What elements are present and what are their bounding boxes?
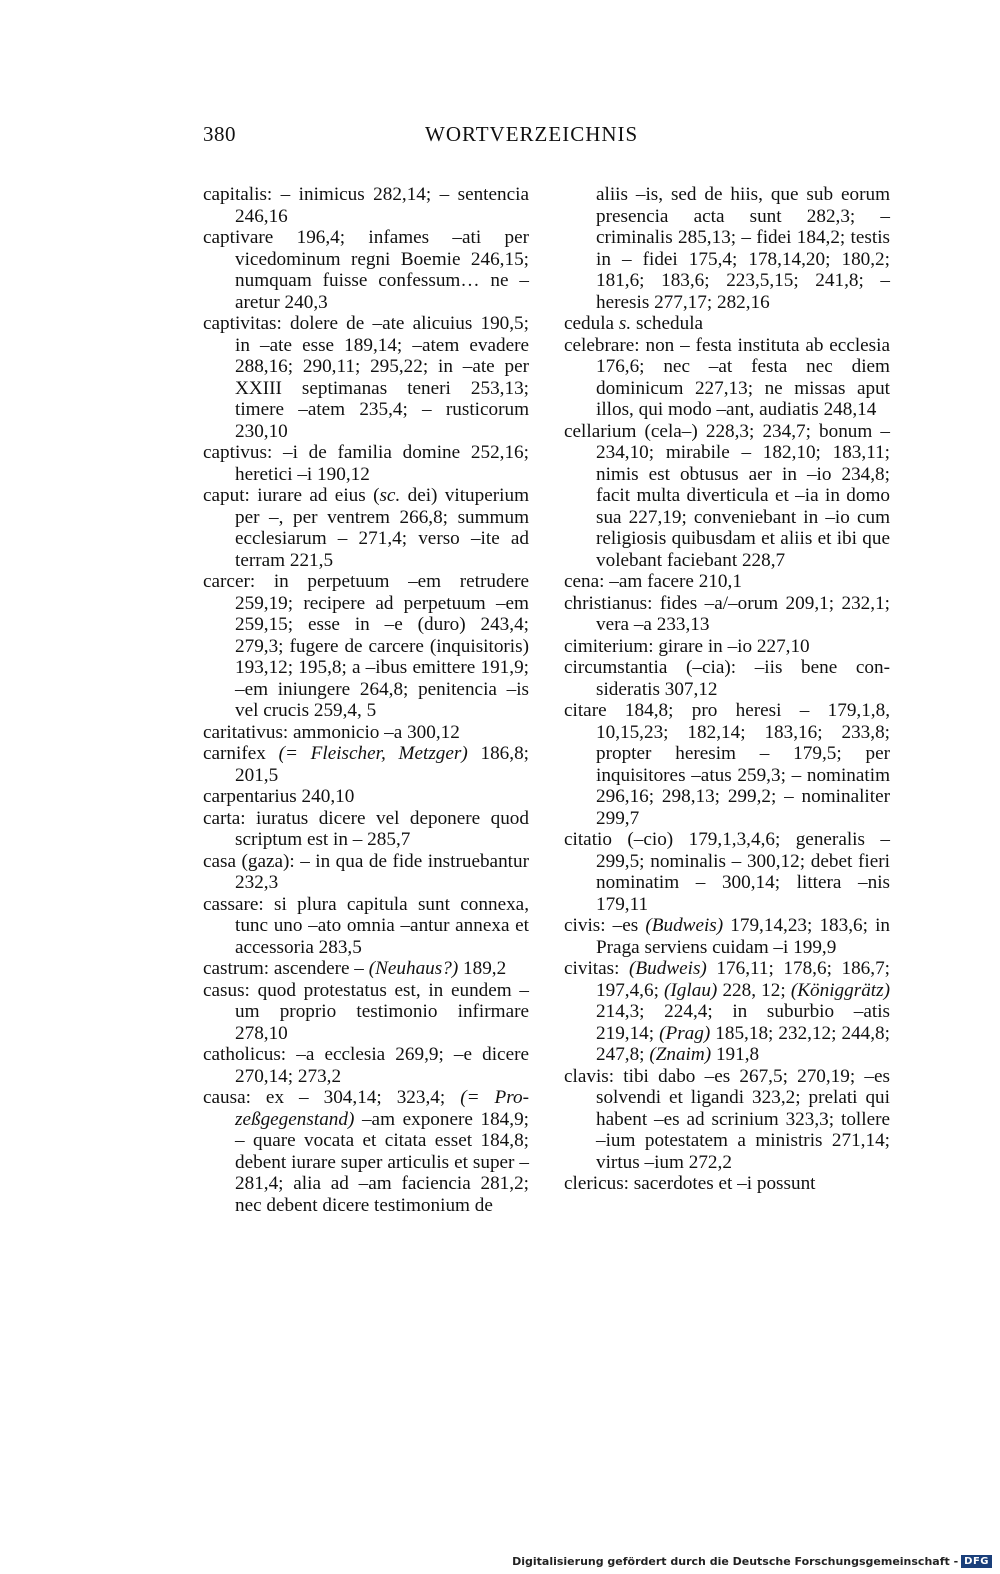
index-entry: caput: iurare ad eius (sc. dei) vituperium per –, per ventrem 266,8; summum ecclesiarum – 271,4; verso –ite ad terram 221,5 <box>203 485 529 571</box>
index-entry: cassare: si plura capitula sunt connexa, tunc uno –ato omnia –antur annexa et accessoria 283,5 <box>203 893 529 958</box>
index-entry: citare 184,8; pro heresi – 179,1,8, 10,15,23; 182,14; 183,16; 233,8; propter heresim – 179,5; per inquisitores –atus 259,3; – nominatim 296,16; 298,13; 299,2; – nominaliter 299,7 <box>564 700 890 829</box>
index-entry: cimiterium: girare in –io 227,10 <box>564 635 810 657</box>
index-entry: civitas: (Budweis) 176,11; 178,6; 186,7; 197,4,6; (Iglau) 228, 12; (Königgrätz) 214,3; 224,4; in suburbio –atis 219,14; (Prag) 185,18; 232,12; 244,8; 247,8; (Znaim) 191,8 <box>564 958 890 1065</box>
index-entry: cena: –am facere 210,1 <box>564 571 742 592</box>
index-entry: clericus: sacerdotes et –i possunt <box>564 1173 816 1194</box>
index-entry: celebrare: non – festa instituta ab ecclesia 176,6; nec –at festa nec diem dominicum 227,13; ne missas aput illos, qui modo –ant, audiatis 248,14 <box>564 334 890 420</box>
index-entry: carnifex (= Fleischer, Metzger) 186,8; 201,5 <box>203 743 529 786</box>
index-column-left <box>203 184 529 1216</box>
credit-text: Digitalisierung gefördert durch die Deutsche Forschungsgemeinschaft - <box>512 1555 959 1568</box>
index-entry: causa: ex – 304,14; 323,4; (= Prozeßgegenstand) –am exponere 184,9; – quare vocata et citata esset 184,8; debent iurare super articulis et super – 281,4; alia ad –am faciencia 281,2; nec debent dicere testimonium de <box>203 1087 530 1216</box>
index-entry: catholicus: –a ecclesia 269,9; –e dicere 270,14; 273,2 <box>203 1044 529 1087</box>
index-entry: cedula s. schedula <box>564 313 704 334</box>
page-number: 380 <box>203 122 236 146</box>
index-entry: clavis: tibi dabo –es 267,5; 270,19; –es solvendi et ligandi 323,2; prelati qui habent –es ad scrinium 323,3; tollere –ium potestatem a ministris 271,14; virtus –ium 272,2 <box>564 1065 890 1173</box>
running-title: WORTVERZEICHNIS <box>425 122 639 146</box>
index-entry: casa (gaza): – in qua de fide instruebantur 232,3 <box>203 850 529 893</box>
index-entry: circumstantia (–cia): –iis bene consideratis 307,12 <box>564 657 890 700</box>
index-entry: carpentarius 240,10 <box>203 786 355 807</box>
index-entry: carcer: in perpetuum –em retrudere 259,19; recipere ad perpetuum –em 259,15; esse in –e (duro) 243,4; 279,3; fugere de carcere (inquisitoris) 193,12; 195,8; a –ibus emittere 191,9; –em iniungere 264,8; penitencia –is vel crucis 259,4, 5 <box>203 571 529 721</box>
index-entry: captivare 196,4; infames –ati per vicedominum regni Boemie 246,15; numquam fuisse confessum… ne –aretur 240,3 <box>203 227 529 313</box>
index-entry: capitalis: – inimicus 282,14; – sentencia 246,16 <box>203 184 529 227</box>
index-entry: civis: –es (Budweis) 179,14,23; 183,6; in Praga serviens cuidam –i 199,9 <box>564 915 890 958</box>
index-entry: aliis –is, sed de hiis, que sub eorum presencia acta sunt 282,3; – criminalis 285,13; – fidei 184,2; testis in – fidei 175,4; 178,14,20; 180,2; 181,6; 183,6; 223,5,15; 241,8; – heresis 277,17; 282,16 <box>596 184 890 313</box>
index-entry: christianus: fides –a/–orum 209,1; 232,1; vera –a 233,13 <box>564 592 890 635</box>
page-header <box>203 122 889 156</box>
index-entry: cellarium (cela–) 228,3; 234,7; bonum – 234,10; mirabile – 182,10; 183,11; nimis est obtusus aer in –io 234,8; facit multa diverticula et –ia in domo sua 227,19; conveniebant in –io cum religiosis quibusdam et aliis et ibi que volebant faciebant 228,7 <box>564 420 890 571</box>
dfg-logo: DFG <box>961 1555 992 1568</box>
digitization-credit <box>512 1555 992 1568</box>
index-column-right <box>564 184 890 1195</box>
index-entry: captivus: –i de familia domine 252,16; heretici –i 190,12 <box>203 442 529 485</box>
index-entry: casus: quod protestatus est, in eundem –um proprio testimonio infirmare 278,10 <box>203 979 529 1044</box>
index-entry: captivitas: dolere de –ate alicuius 190,5; in –ate esse 189,14; –atem evadere 288,16; 290,11; 295,22; in –ate per XXIII septimanas teneri 253,13; timere –atem 235,4; – rusticorum 230,10 <box>203 313 529 442</box>
index-entry: citatio (–cio) 179,1,3,4,6; generalis – 299,5; nominalis – 300,12; debet fieri nominatim – 300,14; littera –nis 179,11 <box>564 829 890 915</box>
index-entry: carta: iuratus dicere vel deponere quod scriptum est in – 285,7 <box>203 807 529 850</box>
index-entry: castrum: ascendere – (Neuhaus?) 189,2 <box>203 958 507 979</box>
index-entry: caritativus: ammonicio –a 300,12 <box>203 721 460 743</box>
